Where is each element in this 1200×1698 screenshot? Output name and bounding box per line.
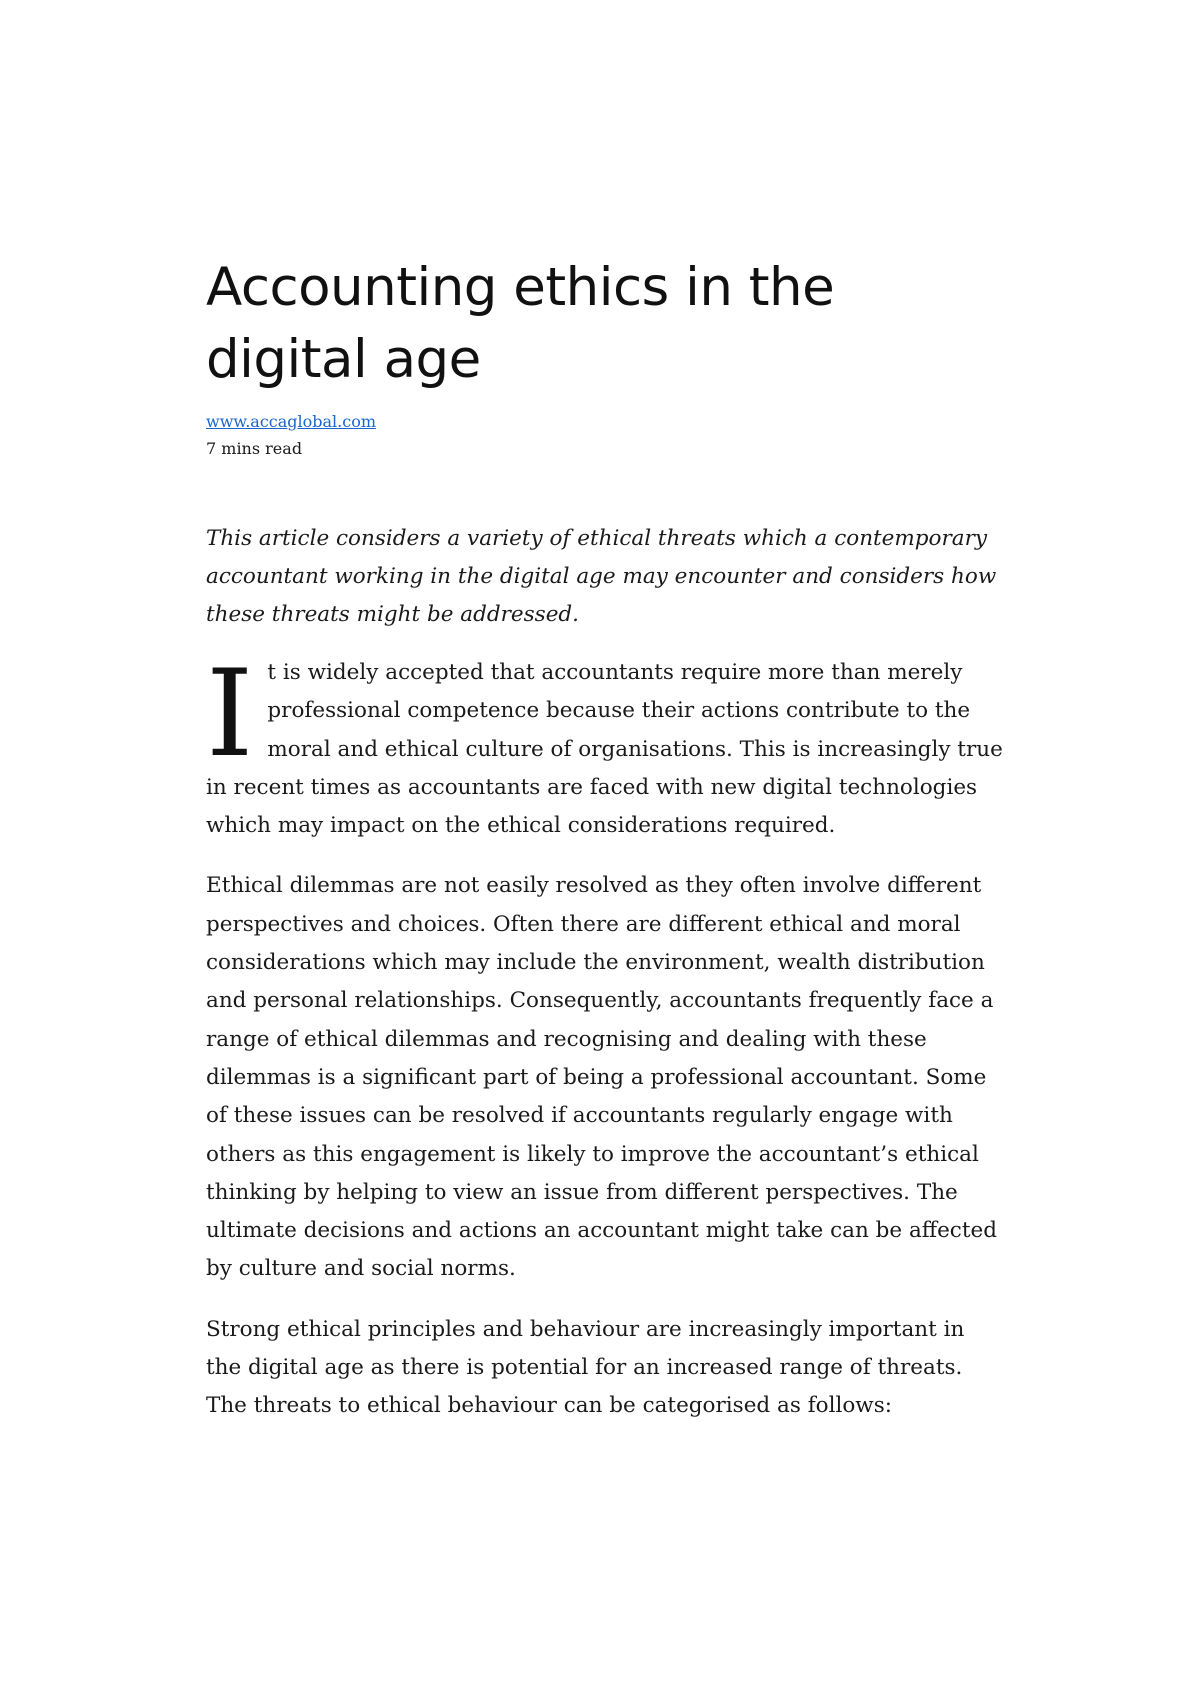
body-paragraph: Ethical dilemmas are not easily resolved as they often involve different perspectives and choices. Often there are different ethical and moral considerations which may include the environment, wealth distribution and personal relationships. Consequently, accountants frequently face a range of ethical dilemmas and recognising and dealing with these dilemmas is a significant part of being a professional accountant. Some of these issues can be resolved if accountants regularly engage with others as this engagement is likely to improve the accountant’s ethical thinking by helping to view an issue from different perspectives. The ultimate decisions and actions an accountant might take can be affected by culture and social norms.	[206, 873, 997, 1282]
article	[206, 252, 1006, 1426]
drop-cap: I	[206, 645, 254, 784]
article-standfirst: This article considers a variety of ethical threats which a contemporary accountant working in the digital age may encounter and considers how these threats might be addressed.	[206, 526, 997, 627]
first-paragraph-text: t is widely accepted that accountants require more than merely professional competence because their actions contribute to the moral and ethical culture of organisations. This is increasingly true in recent times as accountants are faced with new digital technologies which may impact on the ethical considerations required.	[206, 660, 1003, 839]
first-paragraph	[206, 645, 1006, 845]
source-link[interactable]: www.accaglobal.com	[206, 412, 377, 431]
read-time: 7 mins read	[206, 439, 303, 458]
body-paragraph: Strong ethical principles and behaviour are increasingly important in the digital age as there is potential for an increased range of threats. The threats to ethical behaviour can be categorised as follows:	[206, 1316, 965, 1419]
article-title: Accounting ethics in the digital age	[206, 257, 835, 390]
